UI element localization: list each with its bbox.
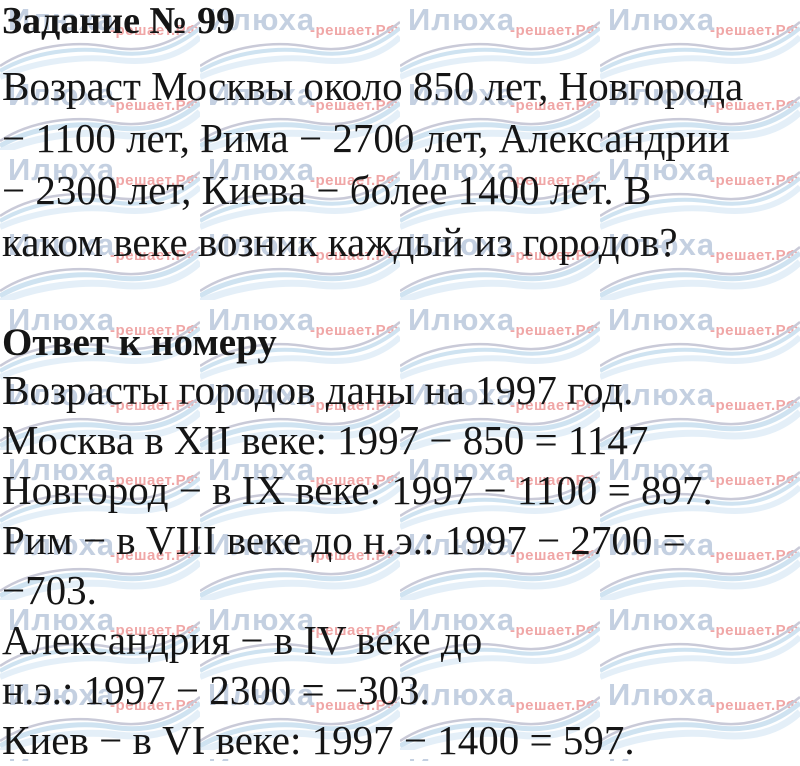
answer-line: Рим − в VIII веке до н.э.: 1997 − 2700 = — [2, 517, 686, 563]
problem-line: Возраст Москвы около 850 лет, Новгорода — [2, 63, 744, 109]
answer-line: Александрия − в IV веке до — [2, 617, 483, 663]
answer-line: −703. — [2, 567, 97, 613]
task-title: Задание № 99 — [2, 0, 236, 42]
answer-heading: Ответ к номеру — [2, 321, 277, 364]
problem-line: каком веке возник каждый из городов? — [2, 219, 678, 265]
answer-line: Москва в XII веке: 1997 − 850 = 1147 — [2, 417, 649, 463]
problem-line: − 2300 лет, Киева − более 1400 лет. В — [2, 167, 652, 213]
answer-line: н.э.: 1997 − 2300 = −303. — [2, 667, 430, 713]
answer-line: Возрасты городов даны на 1997 год. — [2, 367, 634, 413]
problem-text — [2, 60, 743, 268]
answer-line: Новгород − в IX веке: 1997 − 1100 = 897. — [2, 467, 713, 513]
answer-text — [2, 365, 713, 765]
answer-line: Киев − в VI веке: 1997 − 1400 = 597. — [2, 717, 635, 763]
problem-line: − 1100 лет, Рима − 2700 лет, Александрии — [2, 115, 730, 161]
